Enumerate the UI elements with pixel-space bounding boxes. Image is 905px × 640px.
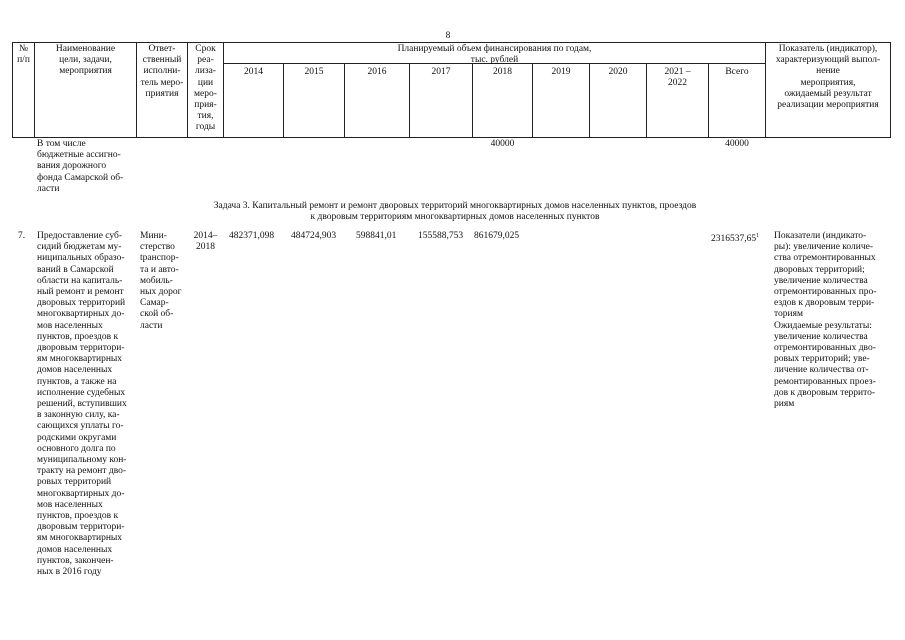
budget-row-total: 40000 [725,139,749,149]
row7-2016: 598841,01 [356,231,397,241]
row7-indicator: Показатели (индикато- ры): увеличение количе- ства отремонтированных дворовых территорий; увеличение количества отремонтированных про- ездов к дворовым терри- ториям Ожидаемые результаты: увеличение количества отремонтированных дво- ровых территорий; уве- личение количества от- ремонтированных проез- дов к дворовым террито- риям [774,231,877,410]
header-term: Срок реа- лиза- ции меро- прия- тия, годы [194,44,217,133]
year-2015: 2015 [304,67,324,77]
year-2016: 2016 [367,67,387,77]
row7-total-footnote: 1 [756,233,760,239]
row7-total [711,231,767,245]
row7-2017: 155588,753 [418,231,464,241]
year-2018: 2018 [493,67,512,77]
row7-total-value: 2316537,65 [711,234,757,245]
row7-2018: 861679,025 [474,231,520,241]
header-responsible: Ответ- ственный исполни- тель меро- приятия [140,44,184,99]
budget-row-label: В том числе бюджетные ассигно- вания дорожного фонда Самарской об- ласти [37,139,124,194]
header-financing: Планируемый объем финансирования по годам, тыс. рублей [397,44,592,66]
year-2020: 2020 [608,67,628,77]
row7-responsible: Мини- стерство tранспор- та и авто- мобиль- ных дорог Самар- ской об- ласти [140,231,182,331]
year-2021-2022: 2021 – 2022 [664,67,691,89]
page-number: 8 [445,31,451,41]
row7-2014: 482371,098 [229,231,275,241]
year-2019: 2019 [551,67,571,77]
year-2014: 2014 [244,67,263,77]
year-2017: 2017 [431,67,451,77]
header-name: Наименование цели, задачи, мероприятия [55,44,116,77]
row7-num: 7. [18,231,26,241]
row7-name: Предоставление суб- сидий бюджетам му- ниципальных образо- ваний в Самарской области на капиталь- ный ремонт и ремонт дворовых территорий многоквартирных до- мов населенных пунктов, проездов к дворовым территори- ям многоквартирных домов населенных пунктов, а также на исполнение судебных решений, вступивших в законную силу, ка- сающихся уплаты го- родскими округами основного долга по муниципальному кон- тракту на ремонт дво- ровых территорий многоквартирных до- мов населенных пунктов, проездов к дворовым территори- ям многоквартирных домов населенных пунктов, закончен- ных в 2016 году [37,231,127,578]
header-indicator: Показатель (индикатор), характеризующий выпол- нение мероприятия, ожидаемый результат реализации мероприятия [775,44,881,111]
row7-2015: 484724,903 [291,231,337,241]
header-num: № п/п [17,44,30,66]
task-heading: Задача 3. Капитальный ремонт и ремонт дворовых территорий многоквартирных домов населенных пунктов, проездов к дворовым территориям многоквартирных домов населенных пунктов [213,201,697,223]
row7-term: 2014– 2018 [193,231,218,253]
budget-row-2018: 40000 [490,139,515,149]
year-total: Всего [725,67,749,77]
